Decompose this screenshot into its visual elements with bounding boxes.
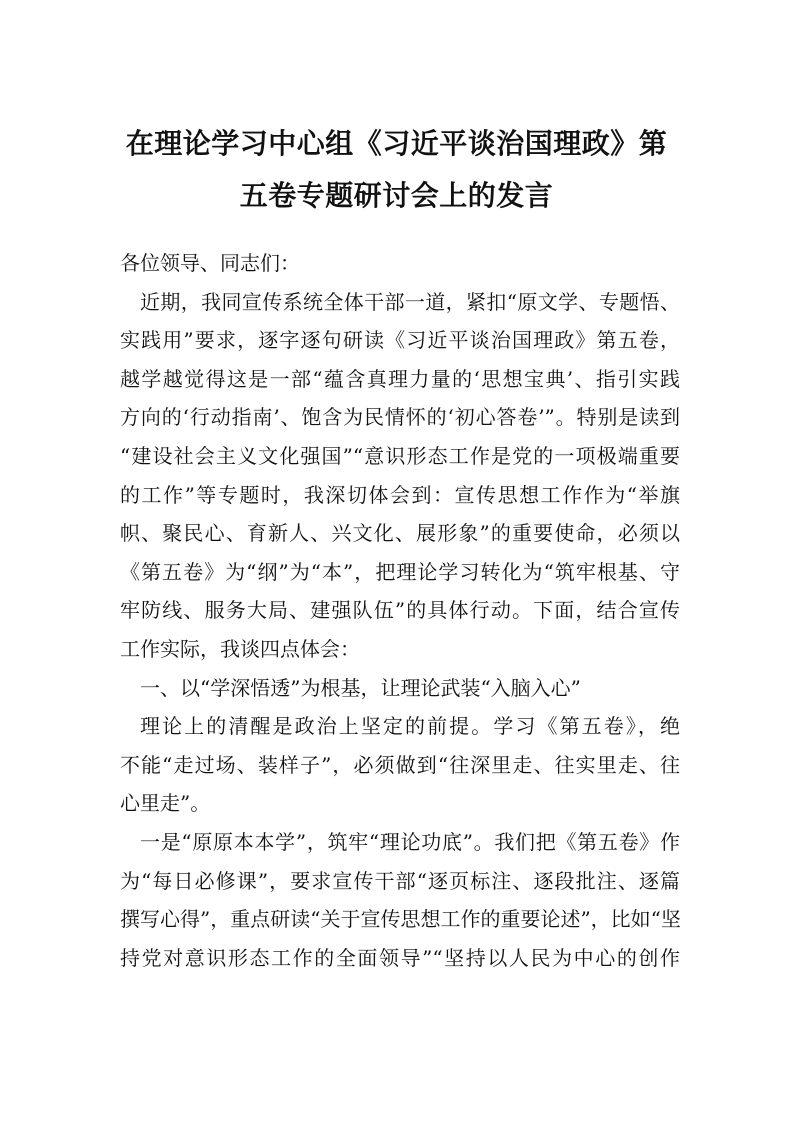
paragraph-line: 不能“走过场、装样子”，必须做到“往深里走、往实里走、往 [120,752,680,777]
paragraph-line: 撰写心得”，重点研读“关于宣传思想工作的重要论述”，比如“坚 [120,907,681,932]
paragraph-line: 持党对意识形态工作的全面领导”“坚持以人民为中心的创作 [120,945,680,970]
paragraph-line: “建设社会主义文化强国”“意识形态工作是党的一项极端重要 [120,443,680,468]
paragraph-line: 《第五卷》为“纲”为“本”，把理论学习转化为“筑牢根基、守 [120,559,680,584]
paragraph-line: 方向的‘行动指南’、饱含为民情怀的‘初心答卷’”。特别是读到 [120,405,680,430]
paragraph-line: 越学越觉得这是一部“蕴含真理力量的‘思想宝典’、指引实践 [120,366,680,391]
title-line-2: 五卷专题研讨会上的发言 [239,179,554,212]
paragraph-line: 一是“原原本本学”，筑牢“理论功底”。我们把《第五卷》作 [140,829,680,854]
paragraph-line: 实践用”要求，逐字逐句研读《习近平谈治国理政》第五卷， [120,328,680,353]
paragraph-line: 为“每日必修课”，要求宣传干部“逐页标注、逐段批注、逐篇 [120,868,680,893]
paragraph-line: 工作实际，我谈四点体会： [120,636,360,661]
paragraph-line: 理论上的清醒是政治上坚定的前提。学习《第五卷》，绝 [140,714,680,739]
paragraph-line: 帜、聚民心、育新人、兴文化、展形象”的重要使命，必须以 [120,521,680,546]
document-body [120,244,680,977]
title-line-1: 在理论学习中心组《习近平谈治国理政》第 [125,127,668,160]
paragraph-line: 的工作”等专题时，我深切体会到：宣传思想工作作为“举旗 [120,482,680,507]
document-title [110,118,683,222]
paragraph-line: 心里走”。 [120,791,211,816]
paragraph-line: 近期，我同宣传系统全体干部一道，紧扣“原文学、专题悟、 [140,289,680,314]
paragraph-line: 牢防线、服务大局、建强队伍”的具体行动。下面，结合宣传 [120,598,680,623]
section-heading: 一、以“学深悟透”为根基，让理论武装“入脑入心” [140,675,581,700]
salutation: 各位领导、同志们： [120,251,300,275]
